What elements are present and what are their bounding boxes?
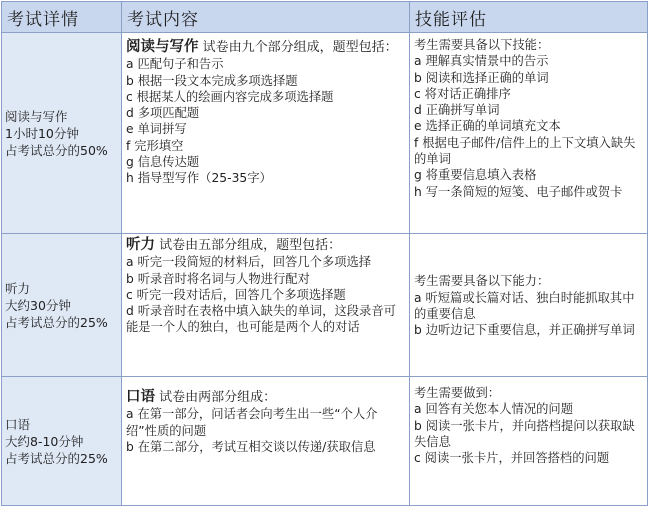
detail-weight: 占考试总分的25% xyxy=(5,450,108,466)
skill-item: g 将重要信息填入表格 xyxy=(414,168,537,183)
skill-item: a 理解真实情景中的告示 xyxy=(414,54,549,69)
skills-lead: 考生需要具备以下技能： xyxy=(414,38,550,52)
detail-cell xyxy=(2,234,122,377)
skills-lead: 考生需要做到： xyxy=(414,386,501,400)
detail-title: 口语 xyxy=(5,416,31,432)
content-cell xyxy=(122,33,410,234)
row-speaking xyxy=(2,377,648,506)
skill-item: b 阅读和选择正确的单词 xyxy=(414,70,549,85)
content-item: e 单词拼写 xyxy=(126,122,187,137)
skills-cell xyxy=(410,377,648,506)
skill-item: e 选择正确的单词填充文本 xyxy=(414,119,561,134)
content-lead-text: 试卷由九个部分组成，题型包括： xyxy=(198,40,398,55)
content-lead-text: 试卷由两部分组成： xyxy=(155,390,277,405)
content-item: d 听录音时在表格中填入缺失的单词，这段录音可能是一个人的独白，也可能是两个人的对话 xyxy=(126,304,396,335)
detail-duration: 大约8-10分钟 xyxy=(5,433,84,449)
skill-item: a 回答有关您本人情况的问题 xyxy=(414,402,574,417)
header-exam-details: 考试详情 xyxy=(2,2,122,33)
header-row xyxy=(2,2,648,33)
content-lead-text: 试卷由五部分组成，题型包括： xyxy=(155,238,342,253)
header-skill-assessment: 技能评估 xyxy=(410,2,648,33)
content-item: b 听录音时将名词与人物进行配对 xyxy=(126,271,310,286)
content-item: d 多项匹配题 xyxy=(126,106,200,121)
content-lead xyxy=(126,389,406,406)
skill-item: h 写一条简短的短笺、电子邮件或贺卡 xyxy=(414,184,623,199)
detail-duration: 大约30分钟 xyxy=(5,297,71,313)
content-item: a 在第一部分，问话者会向考生出一些“个人介绍”性质的问题 xyxy=(126,407,378,438)
content-item: a 匹配句子和告示 xyxy=(126,57,224,72)
skill-item: c 将对话正确排序 xyxy=(414,86,511,101)
content-item: g 信息传达题 xyxy=(126,155,200,170)
content-item: b 根据一段文本完成多项选择题 xyxy=(126,73,298,88)
detail-cell xyxy=(2,33,122,234)
exam-table xyxy=(1,1,648,506)
skill-item: c 阅读一张卡片，并回答搭档的问题 xyxy=(414,451,610,466)
skills-cell xyxy=(410,234,648,377)
skills-cell xyxy=(410,33,648,234)
content-item: b 在第二部分，考试互相交谈以传递/获取信息 xyxy=(126,439,376,454)
content-cell xyxy=(122,377,410,506)
detail-title: 听力 xyxy=(5,280,31,296)
content-lead-bold: 口语 xyxy=(126,389,155,405)
content-lead xyxy=(126,39,406,56)
content-item: c 根据某人的绘画内容完成多项选择题 xyxy=(126,89,334,104)
row-listening xyxy=(2,234,648,377)
content-item: a 听完一段简短的材料后，回答几个多项选择 xyxy=(126,255,372,270)
content-item: f 完形填空 xyxy=(126,138,184,153)
skill-item: f 根据电子邮件/信件上的上下文填入缺失的单词 xyxy=(414,135,636,167)
skill-item: a 听短篇或长篇对话、独白时能抓取其中的重要信息 xyxy=(414,290,635,321)
content-item: c 听完一段对话后，回答几个多项选择题 xyxy=(126,287,346,302)
skills-lead: 考生需要具备以下能力： xyxy=(414,274,550,289)
content-item: h 指导型写作（25-35字） xyxy=(126,171,272,186)
skill-item: b 边听边记下重要信息，并正确拼写单词 xyxy=(414,323,635,338)
skill-item: d 正确拼写单词 xyxy=(414,103,500,118)
header-exam-content: 考试内容 xyxy=(122,2,410,33)
detail-cell xyxy=(2,377,122,506)
detail-title: 阅读与写作 xyxy=(5,108,68,124)
detail-weight: 占考试总分的25% xyxy=(5,314,108,330)
content-cell xyxy=(122,234,410,377)
detail-duration: 1小时10分钟 xyxy=(5,125,79,141)
row-reading-writing xyxy=(2,33,648,234)
detail-weight: 占考试总分的50% xyxy=(5,142,108,158)
skill-item: b 阅读一张卡片，并向搭档提问以获取缺失信息 xyxy=(414,418,635,449)
content-lead xyxy=(126,237,406,254)
content-lead-bold: 听力 xyxy=(126,237,155,253)
content-lead-bold: 阅读与写作 xyxy=(126,39,199,55)
